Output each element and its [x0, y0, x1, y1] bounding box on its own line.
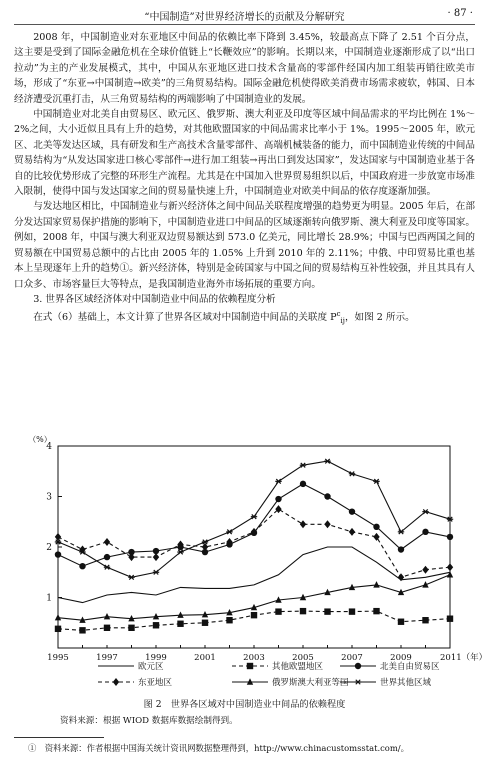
x-tick-label: 1997 — [96, 653, 118, 663]
intro-sub: ij — [340, 317, 345, 326]
series-line-3 — [58, 509, 450, 577]
series-1-point — [177, 621, 183, 627]
series-1-point — [349, 608, 355, 614]
series-3-point — [104, 538, 110, 546]
series-3-point — [153, 553, 159, 561]
y-tick-label: 2 — [46, 543, 52, 553]
series-1-point — [422, 617, 428, 623]
series-1-point — [202, 620, 208, 626]
y-tick-label: 1 — [46, 593, 52, 604]
legend-marker-1 — [247, 663, 253, 669]
running-title: “中国制造”对世界经济增长的贡献及分解研究 — [144, 12, 345, 23]
page-header — [14, 6, 475, 25]
figure-source: 资料来源：根据 WIOD 数据库数据绘制得到。 — [60, 716, 238, 726]
series-2-point — [104, 554, 110, 560]
series-2-point — [79, 563, 85, 569]
y-tick-label: 3 — [46, 492, 52, 503]
series-2-point — [324, 493, 330, 499]
series-2-point — [55, 551, 61, 557]
line-chart — [10, 428, 488, 696]
series-2-point — [398, 546, 404, 552]
figure-2-chart — [10, 428, 488, 696]
series-2-point — [275, 496, 281, 502]
footnote-divider — [14, 737, 104, 738]
series-3-point — [324, 520, 330, 528]
series-1-point — [300, 608, 306, 614]
series-2-point — [300, 481, 306, 487]
x-tick-label: 2009 — [390, 653, 412, 663]
intro-before: 在式（6）基础上，本文计算了世界各区域对中国制造中间品的关联度 P — [33, 312, 337, 324]
legend-marker-3 — [113, 678, 119, 686]
x-tick-label: 2005 — [292, 653, 314, 663]
series-2-point — [422, 529, 428, 535]
series-3-point — [447, 563, 453, 571]
legend-marker-2 — [355, 663, 361, 669]
x-tick-label: 1999 — [145, 653, 167, 663]
series-1-point — [324, 608, 330, 614]
series-3-point — [55, 533, 61, 541]
body-text — [14, 30, 475, 330]
series-4-point — [104, 613, 110, 619]
series-1-point — [275, 608, 281, 614]
legend-label-4: 俄罗斯澳大利亚等国 — [272, 678, 349, 688]
intro-after: ，如图 2 所示。 — [344, 312, 415, 324]
series-1-point — [373, 608, 379, 614]
figure-caption: 图 2 世界各区域对中国制造业中间品的依赖程度 — [143, 699, 346, 710]
x-tick-label: 2011（年） — [440, 653, 488, 663]
series-2-point — [447, 534, 453, 540]
series-1-point — [128, 625, 134, 631]
series-1-point — [447, 616, 453, 622]
paragraph-2: 中国制造业对北美自由贸易区、欧元区、俄罗斯、澳大利亚及印度等区域中间品需求的平均比例在 1%～2%之间，大小近似且具有上升的趋势，对其他欧盟国家的中间品需求比率小于 1%。1995～2005 年，欧元区、北美等发达区域，具有研发和生产高技术含量零部件、高端机械装备的能力，而中国制造业传统的中间品贸易结构为“从发达国家进口核心零部件→进行加工组装→再出口到发达国家”，发达国家与中国制造业基于各自的比较优势形成了完整的环形生产流程。尤其是在中国加入世界贸易组织以后，中国政府进一步放宽市场准入限制，使得中国与发达国家之间的贸易量快速上升，中国制造业对欧美中间品的依存度逐渐加强。 — [14, 109, 475, 198]
x-tick-label: 2003 — [243, 653, 265, 663]
section-title: 3. 世界各区域经济体对中国制造业中间品的依赖程度分析 — [33, 293, 276, 305]
series-1-point — [251, 612, 257, 618]
series-1-point — [153, 622, 159, 628]
series-3-point — [349, 528, 355, 536]
intro-sup: c — [336, 310, 341, 319]
series-1-point — [104, 625, 110, 631]
series-4-point — [373, 581, 379, 587]
legend-label-2: 北美自由贸易区 — [380, 662, 440, 672]
series-2-point — [349, 508, 355, 514]
legend-label-5: 世界其他区域 — [380, 678, 432, 688]
legend-label-3: 东亚地区 — [138, 678, 173, 688]
series-2-point — [373, 524, 379, 530]
x-tick-label: 2007 — [341, 653, 363, 663]
series-4-point — [447, 571, 453, 577]
series-1-point — [79, 627, 85, 633]
series-3-point — [300, 520, 306, 528]
paragraph-1: 2008 年，中国制造业对东亚地区中间品的依赖比率下降到 3.45%，较最高点下降了 2.51 个百分点，这主要是受到了国际金融危机在全球价值链上“长鞭效应”的影响。长期以来，中国制造业逐渐形成了以“出口拉动”为主的产业发展模式，其中，中国从东亚地区进口技术含量高的零部件经国内加工组装再销往欧美市场，形成了“东亚→中国制造→欧美”的三角贸易结构。国际金融危机使得欧美消费市场需求疲软，韩国、日本经济遭受沉重打击，从三角贸易结构的两端影响了中国制造业的发展。 — [14, 32, 475, 105]
series-1-point — [398, 619, 404, 625]
y-axis-label: （%） — [28, 435, 52, 444]
page-number: · 87 · — [447, 8, 473, 19]
series-1-point — [226, 617, 232, 623]
legend-label-0: 欧元区 — [138, 662, 164, 672]
legend-label-1: 其他欧盟地区 — [272, 662, 324, 672]
series-1-point — [55, 626, 61, 632]
y-tick-label: 4 — [46, 442, 52, 452]
figure-intro — [14, 307, 475, 330]
footnote: ① 资料来源：作者根据中国海关统计资讯网数据整理得到，http://www.chinacustomsstat.com/。 — [28, 743, 409, 753]
x-tick-label: 2001 — [194, 653, 216, 663]
series-3-point — [422, 566, 428, 574]
series-line-5 — [58, 461, 450, 577]
x-tick-label: 1995 — [47, 653, 69, 663]
series-line-2 — [58, 484, 450, 566]
series-4-point — [55, 614, 61, 620]
paragraph-3: 与发达地区相比，中国制造业与新兴经济体之间中间品关联程度增强的趋势更为明显。2005 年后，在部分发达国家贸易保护措施的影响下，中国制造业进口中间品的区域逐渐转向俄罗斯、澳大利亚及印度等国家。例如，2008 年，中国与澳大利亚双边贸易额达到 573.0 亿美元，同比增长 28.9%；中国与巴西两国之间的贸易额在中国贸易总额中的占比由 2005 年的 1.05% 上升到 2010 年的 2.11%；中俄、中印贸易比重也基本上呈现逐年上升的趋势①。新兴经济体，特别是金砖国家与中国之间的贸易结构互补性较强，并且其具有人口众多、市场容量巨大等特点，是我国制造业海外市场拓展的重要方向。 — [14, 201, 475, 290]
